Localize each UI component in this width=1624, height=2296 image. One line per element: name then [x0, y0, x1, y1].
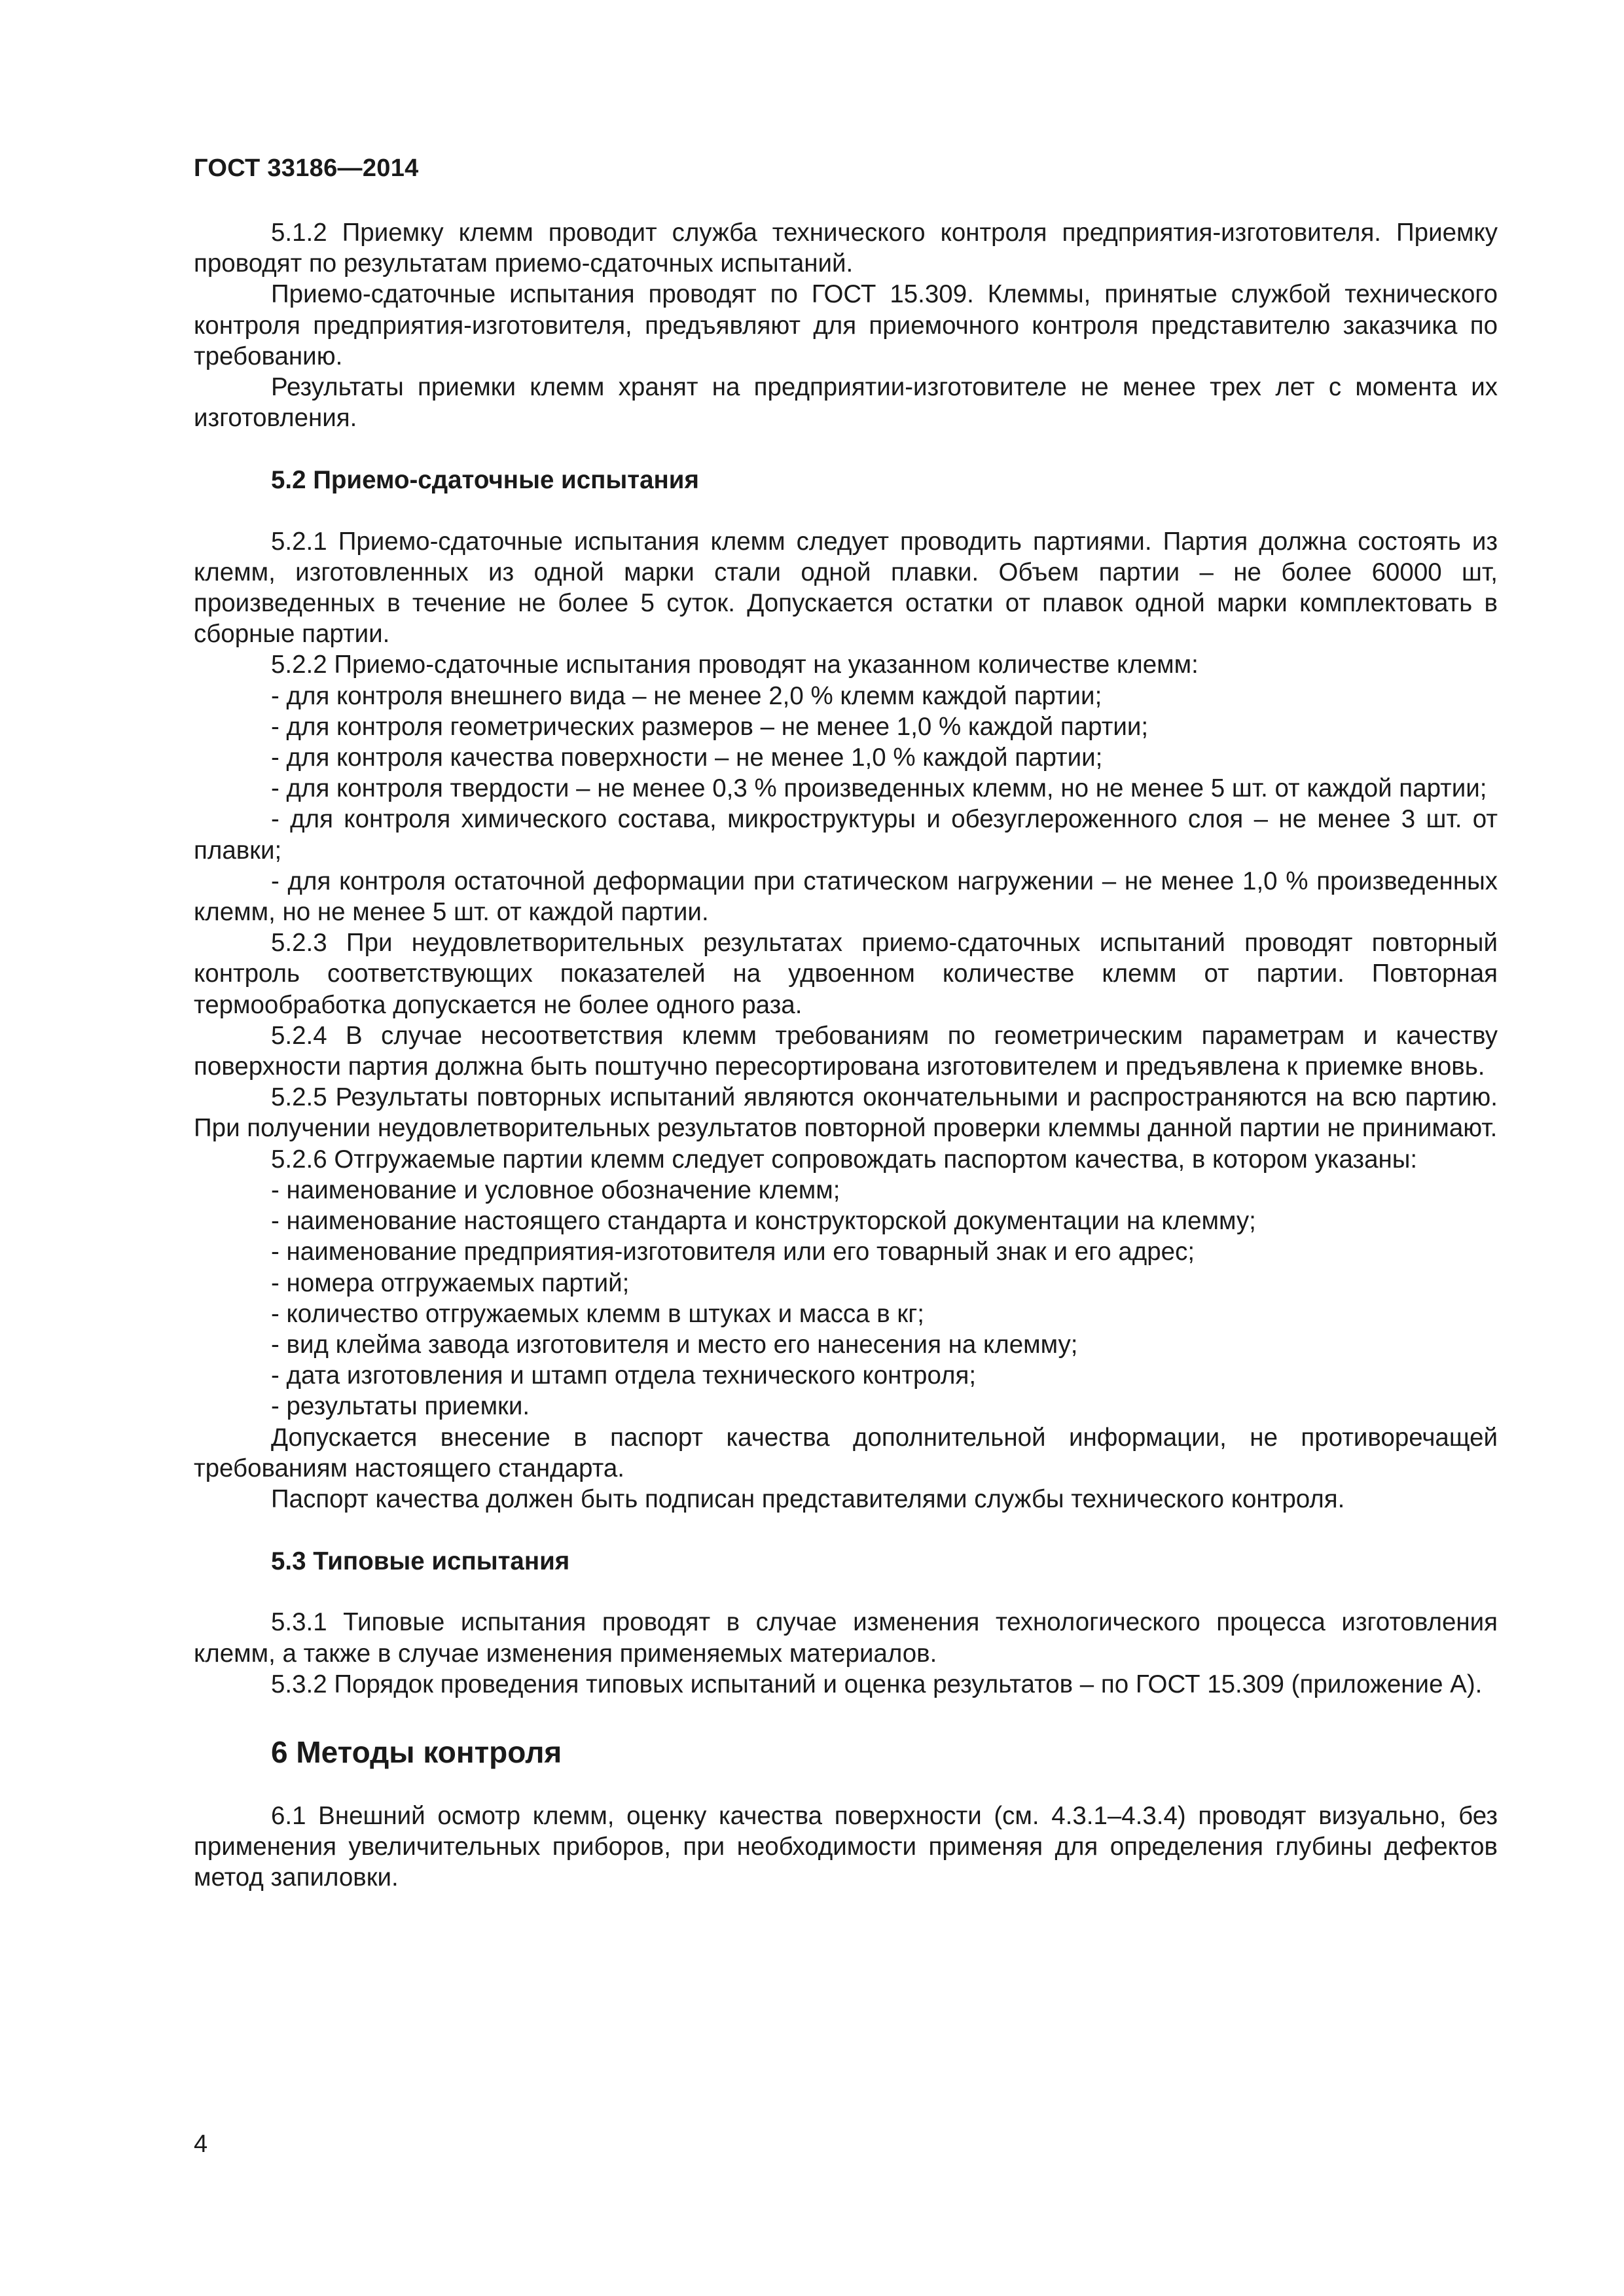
list-item: - количество отгружаемых клемм в штуках и масса в кг; — [271, 1299, 924, 1328]
paragraph-5-2-4: 5.2.4 В случае несоответствия клемм требованиям по геометрическим параметрам и качеству поверхности партия должна быть поштучно пересортирована изготовителем и предъявлена к приемке вновь. — [194, 1021, 1498, 1081]
paragraph-5-2-2: 5.2.2 Приемо-сдаточные испытания проводят на указанном количестве клемм: — [271, 651, 1199, 679]
list-item: - для контроля внешнего вида – не менее 2,0 % клемм каждой партии; — [271, 681, 1102, 710]
heading-6: 6 Методы контроля — [271, 1734, 562, 1769]
page-number: 4 — [194, 2130, 208, 2158]
heading-5-3: 5.3 Типовые испытания — [271, 1547, 570, 1576]
list-item: - наименование и условное обозначение клемм; — [271, 1175, 840, 1204]
paragraph-5-2-6: 5.2.6 Отгружаемые партии клемм следует сопровождать паспортом качества, в котором указаны: — [271, 1145, 1418, 1174]
paragraph-extra-info: Допускается внесение в паспорт качества дополнительной информации, не противоречащей требованиям настоящего стандарта. — [194, 1423, 1498, 1482]
document-id-header: ГОСТ 33186—2014 — [194, 154, 419, 182]
list-item: - номера отгружаемых партий; — [271, 1268, 630, 1297]
list-item: - дата изготовления и штамп отдела технического контроля; — [271, 1361, 977, 1390]
list-item: - результаты приемки. — [271, 1392, 530, 1421]
list-item: - для контроля остаточной деформации при статическом нагружении – не менее 1,0 % произведенных клемм, но не менее 5 шт. от каждой партии. — [194, 867, 1498, 927]
list-item: - для контроля твердости – не менее 0,3 % произведенных клемм, но не менее 5 шт. от каждой партии; — [271, 774, 1487, 803]
list-item: - наименование предприятия-изготовителя или его товарный знак и его адрес; — [271, 1238, 1195, 1266]
list-item: - вид клейма завода изготовителя и место его нанесения на клемму; — [271, 1330, 1078, 1359]
paragraph-5-2-5: 5.2.5 Результаты повторных испытаний являются окончательными и распространяются на всю партию. При получении неудовлетворительных результатов повторной проверки клеммы данной партии не принимают. — [194, 1083, 1498, 1143]
list-item: - наименование настоящего стандарта и конструкторской документации на клемму; — [271, 1207, 1256, 1236]
list-item: - для контроля геометрических размеров – не менее 1,0 % каждой партии; — [271, 712, 1149, 741]
paragraph-6-1: 6.1 Внешний осмотр клемм, оценку качества поверхности (см. 4.3.1–4.3.4) проводят визуально, без применения увеличительных приборов, при необходимости применяя для определения глубины дефектов метод запиловки. — [194, 1801, 1498, 1892]
document-body — [194, 217, 1498, 1893]
paragraph-passport-signature: Паспорт качества должен быть подписан представителями службы технического контроля. — [271, 1484, 1345, 1513]
heading-5-2: 5.2 Приемо-сдаточные испытания — [271, 466, 699, 495]
paragraph-5-3-2: 5.3.2 Порядок проведения типовых испытаний и оценка результатов – по ГОСТ 15.309 (приложение А). — [271, 1670, 1483, 1698]
list-item: - для контроля качества поверхности – не менее 1,0 % каждой партии; — [271, 744, 1103, 772]
paragraph-acceptance-tests: Приемо-сдаточные испытания проводят по ГОСТ 15.309. Клеммы, принятые службой технического контроля предприятия-изготовителя, предъявляют для приемочного контроля представителю заказчика по требованию. — [194, 280, 1498, 370]
paragraph-5-2-3: 5.2.3 При неудовлетворительных результатах приемо-сдаточных испытаний проводят повторный контроль соответствующих показателей на удвоенном количестве клемм от партии. Повторная термообработка допускается не более одного раза. — [194, 929, 1498, 1019]
paragraph-results-storage: Результаты приемки клемм хранят на предприятии-изготовителе не менее трех лет с момента их изготовления. — [194, 373, 1498, 433]
paragraph-5-1-2: 5.1.2 Приемку клемм проводит служба технического контроля предприятия-изготовителя. Приемку проводят по результатам приемо-сдаточных испытаний. — [194, 219, 1498, 278]
paragraph-5-2-1: 5.2.1 Приемо-сдаточные испытания клемм следует проводить партиями. Партия должна состоять из клемм, изготовленных из одной марки стали одной плавки. Объем партии – не более 60000 шт, произведенных в течение не более 5 суток. Допускается остатки от плавок одной марки комплектовать в сборные партии. — [194, 527, 1498, 649]
paragraph-5-3-1: 5.3.1 Типовые испытания проводят в случае изменения технологического процесса изготовления клемм, а также в случае изменения применяемых материалов. — [194, 1608, 1498, 1668]
list-item: - для контроля химического состава, микроструктуры и обезуглероженного слоя – не менее 3 шт. от плавки; — [194, 805, 1498, 865]
